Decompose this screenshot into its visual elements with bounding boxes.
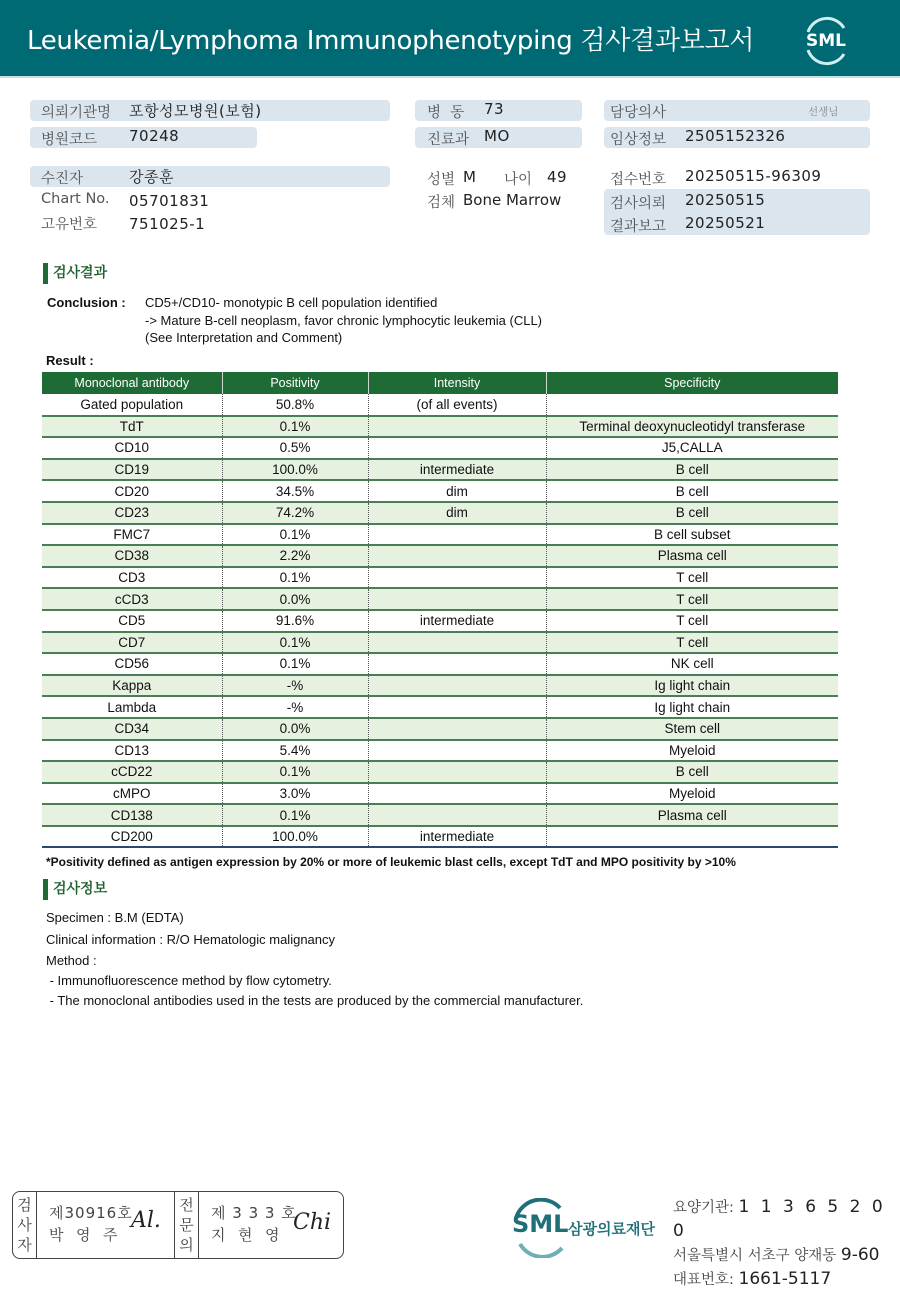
cell-specificity: Terminal deoxynucleotidyl transferase — [546, 416, 838, 438]
header-antibody: Monoclonal antibody — [42, 372, 222, 394]
cell-specificity — [546, 394, 838, 416]
table-row — [42, 545, 838, 567]
cell-antibody: FMC7 — [42, 524, 222, 546]
ward-value: 73 — [484, 100, 505, 118]
cell-antibody: cCD22 — [42, 761, 222, 783]
cell-positivity: 0.1% — [222, 804, 368, 826]
sml-logo-icon — [800, 14, 852, 66]
cell-intensity — [368, 632, 546, 654]
cell-intensity: intermediate — [368, 610, 546, 632]
cell-specificity: T cell — [546, 610, 838, 632]
table-row — [42, 804, 838, 826]
specialist-label: 전 문 의 — [175, 1192, 199, 1258]
cell-antibody: CD19 — [42, 459, 222, 481]
header-positivity: Positivity — [222, 372, 368, 394]
org-logo-text: SML — [512, 1210, 569, 1238]
table-row — [42, 826, 838, 848]
clinical-info-label: 임상정보 — [610, 132, 667, 148]
table-row — [42, 675, 838, 697]
cell-intensity — [368, 675, 546, 697]
cell-intensity — [368, 416, 546, 438]
cell-positivity: 50.8% — [222, 394, 368, 416]
cell-positivity: 0.1% — [222, 524, 368, 546]
conclusion-line-2: -> Mature B-cell neoplasm, favor chronic lymphocytic leukemia (CLL) — [145, 313, 543, 328]
cell-positivity: 74.2% — [222, 502, 368, 524]
cell-positivity: 5.4% — [222, 740, 368, 762]
cell-intensity — [368, 804, 546, 826]
table-row — [42, 567, 838, 589]
cell-positivity: 34.5% — [222, 480, 368, 502]
table-row — [42, 588, 838, 610]
results-table — [42, 372, 838, 848]
cell-antibody: CD5 — [42, 610, 222, 632]
header-intensity: Intensity — [368, 372, 546, 394]
cell-intensity — [368, 588, 546, 610]
cell-intensity: (of all events) — [368, 394, 546, 416]
cell-specificity: Plasma cell — [546, 804, 838, 826]
cell-positivity: 0.1% — [222, 761, 368, 783]
receipt-no-label: 접수번호 — [610, 172, 667, 188]
cell-antibody: cCD3 — [42, 588, 222, 610]
care-label: 요양기관: — [673, 1200, 734, 1216]
report-date-value: 20250521 — [685, 214, 766, 232]
request-date-value: 20250515 — [685, 191, 766, 209]
conclusion-line-3: (See Interpretation and Comment) — [145, 330, 343, 345]
unique-no-value: 751025-1 — [129, 215, 206, 233]
cell-positivity: 0.5% — [222, 437, 368, 459]
cell-intensity — [368, 545, 546, 567]
report-header — [0, 0, 900, 78]
table-row — [42, 761, 838, 783]
cell-positivity: 0.0% — [222, 588, 368, 610]
cell-positivity: 0.1% — [222, 653, 368, 675]
cell-positivity: 3.0% — [222, 783, 368, 805]
cell-specificity: Myeloid — [546, 783, 838, 805]
cell-intensity — [368, 524, 546, 546]
table-row — [42, 696, 838, 718]
cell-specificity: T cell — [546, 632, 838, 654]
cell-antibody: CD10 — [42, 437, 222, 459]
ward-label: 병 동 — [427, 105, 465, 121]
department-value: MO — [484, 127, 510, 145]
cell-specificity: J5,CALLA — [546, 437, 838, 459]
cell-specificity: T cell — [546, 567, 838, 589]
cell-intensity — [368, 740, 546, 762]
institution-value: 포항성모병원(보험) — [129, 102, 262, 120]
table-row — [42, 502, 838, 524]
cell-antibody: CD56 — [42, 653, 222, 675]
cell-antibody: CD34 — [42, 718, 222, 740]
cell-intensity — [368, 696, 546, 718]
cell-specificity: Plasma cell — [546, 545, 838, 567]
table-row — [42, 653, 838, 675]
cell-intensity — [368, 653, 546, 675]
cell-antibody: CD23 — [42, 502, 222, 524]
cell-antibody: Kappa — [42, 675, 222, 697]
test-info-section-title: 검사정보 — [43, 879, 107, 900]
cell-positivity: 100.0% — [222, 826, 368, 848]
receipt-no-value: 20250515-96309 — [685, 167, 822, 185]
cell-antibody: CD7 — [42, 632, 222, 654]
doctor-label: 담당의사 — [610, 105, 667, 121]
conclusion-label: Conclusion : — [47, 295, 126, 310]
positivity-footnote: *Positivity defined as antigen expression by 20% or more of leukemic blast cells, except TdT and MPO positivity by >10% — [46, 855, 736, 869]
signature-box — [12, 1191, 344, 1259]
cell-antibody: TdT — [42, 416, 222, 438]
cell-antibody: CD3 — [42, 567, 222, 589]
unique-no-label: 고유번호 — [41, 217, 98, 233]
table-row — [42, 480, 838, 502]
tester-license-no: 제30916호 — [49, 1204, 133, 1222]
patient-row-bg — [30, 166, 390, 187]
cell-positivity: 91.6% — [222, 610, 368, 632]
cell-antibody: CD38 — [42, 545, 222, 567]
cell-positivity: -% — [222, 696, 368, 718]
cell-specificity: B cell subset — [546, 524, 838, 546]
department-label: 진료과 — [427, 132, 470, 148]
tester-name: 박 영 주 — [49, 1226, 119, 1244]
cell-intensity — [368, 761, 546, 783]
table-row — [42, 416, 838, 438]
patient-label: 수진자 — [41, 171, 84, 187]
cell-positivity: 0.1% — [222, 567, 368, 589]
cell-specificity: Ig light chain — [546, 675, 838, 697]
table-row — [42, 783, 838, 805]
cell-antibody: Lambda — [42, 696, 222, 718]
conclusion-line-1: CD5+/CD10- monotypic B cell population identified — [145, 295, 438, 310]
cell-intensity — [368, 437, 546, 459]
cell-specificity: NK cell — [546, 653, 838, 675]
cell-intensity — [368, 718, 546, 740]
tester-label: 검 사 자 — [13, 1192, 37, 1258]
chart-no-value: 05701831 — [129, 192, 210, 210]
result-label: Result : — [46, 353, 94, 368]
table-row — [42, 718, 838, 740]
address-number: 9-60 — [840, 1245, 880, 1265]
address-text: 서울특별시 서초구 양재동 — [673, 1248, 837, 1264]
specialist-signature: Chi — [293, 1210, 332, 1235]
table-row — [42, 394, 838, 416]
table-header-row — [42, 372, 838, 394]
cell-antibody: CD13 — [42, 740, 222, 762]
clinical-info: Clinical information : R/O Hematologic malignancy — [46, 932, 336, 947]
cell-positivity: 2.2% — [222, 545, 368, 567]
clinical-info-value: 2505152326 — [685, 127, 786, 145]
cell-specificity: B cell — [546, 761, 838, 783]
results-section-title: 검사결과 — [43, 263, 107, 284]
cell-intensity — [368, 783, 546, 805]
phone-label: 대표번호: — [673, 1272, 734, 1288]
method-item-2: - The monoclonal antibodies used in the tests are produced by the commercial manufacturer. — [46, 993, 584, 1008]
hospital-code-value: 70248 — [129, 127, 180, 145]
cell-specificity: B cell — [546, 480, 838, 502]
report-date-label: 결과보고 — [610, 219, 667, 235]
cell-antibody: Gated population — [42, 394, 222, 416]
cell-specificity: T cell — [546, 588, 838, 610]
request-date-label: 검사의뢰 — [610, 196, 667, 212]
cell-intensity: dim — [368, 480, 546, 502]
method-item-1: - Immunofluorescence method by flow cytometry. — [46, 973, 332, 988]
specimen-label: 검체 — [427, 195, 456, 211]
sex-value: M — [463, 168, 477, 186]
specialist-license-no: 제 3 3 3 호 — [211, 1204, 297, 1222]
header-specificity: Specificity — [546, 372, 838, 394]
specimen-value: Bone Marrow — [463, 191, 562, 209]
cell-specificity: Stem cell — [546, 718, 838, 740]
table-row — [42, 610, 838, 632]
cell-antibody: CD200 — [42, 826, 222, 848]
cell-positivity: 100.0% — [222, 459, 368, 481]
cell-specificity: B cell — [546, 502, 838, 524]
report-title: Leukemia/Lymphoma Immunophenotyping 검사결과보고서 — [27, 26, 755, 56]
cell-specificity: B cell — [546, 459, 838, 481]
patient-value: 강종훈 — [129, 168, 174, 186]
org-name: 삼광의료재단 — [568, 1220, 655, 1238]
cell-antibody: cMPO — [42, 783, 222, 805]
tester-cell — [37, 1192, 175, 1258]
cell-positivity: 0.0% — [222, 718, 368, 740]
cell-intensity: intermediate — [368, 826, 546, 848]
cell-specificity — [546, 826, 838, 848]
doctor-suffix: 선생님 — [808, 106, 839, 118]
svg-text:SML: SML — [806, 31, 846, 51]
hospital-code-label: 병원코드 — [41, 132, 98, 148]
table-row — [42, 740, 838, 762]
institution-label: 의뢰기관명 — [41, 105, 112, 121]
cell-specificity: Myeloid — [546, 740, 838, 762]
table-row — [42, 437, 838, 459]
table-row — [42, 524, 838, 546]
age-value: 49 — [547, 168, 568, 186]
cell-intensity: intermediate — [368, 459, 546, 481]
cell-specificity: Ig light chain — [546, 696, 838, 718]
cell-antibody: CD20 — [42, 480, 222, 502]
specimen-info: Specimen : B.M (EDTA) — [46, 910, 184, 925]
table-row — [42, 459, 838, 481]
care-number: 1 1 3 6 5 2 0 0 — [673, 1197, 886, 1241]
cell-positivity: 0.1% — [222, 632, 368, 654]
cell-positivity: -% — [222, 675, 368, 697]
chart-no-label: Chart No. — [41, 191, 110, 207]
cell-antibody: CD138 — [42, 804, 222, 826]
tester-signature: Al. — [131, 1208, 161, 1233]
specialist-name: 지 현 영 — [211, 1226, 281, 1244]
specialist-cell — [199, 1192, 343, 1258]
sex-label: 성별 — [427, 172, 456, 188]
cell-positivity: 0.1% — [222, 416, 368, 438]
table-row — [42, 632, 838, 654]
cell-intensity: dim — [368, 502, 546, 524]
phone-number: 1661-5117 — [738, 1269, 832, 1289]
org-address-block — [673, 1196, 900, 1292]
method-label: Method : — [46, 953, 97, 968]
cell-intensity — [368, 567, 546, 589]
age-label: 나이 — [504, 172, 533, 188]
